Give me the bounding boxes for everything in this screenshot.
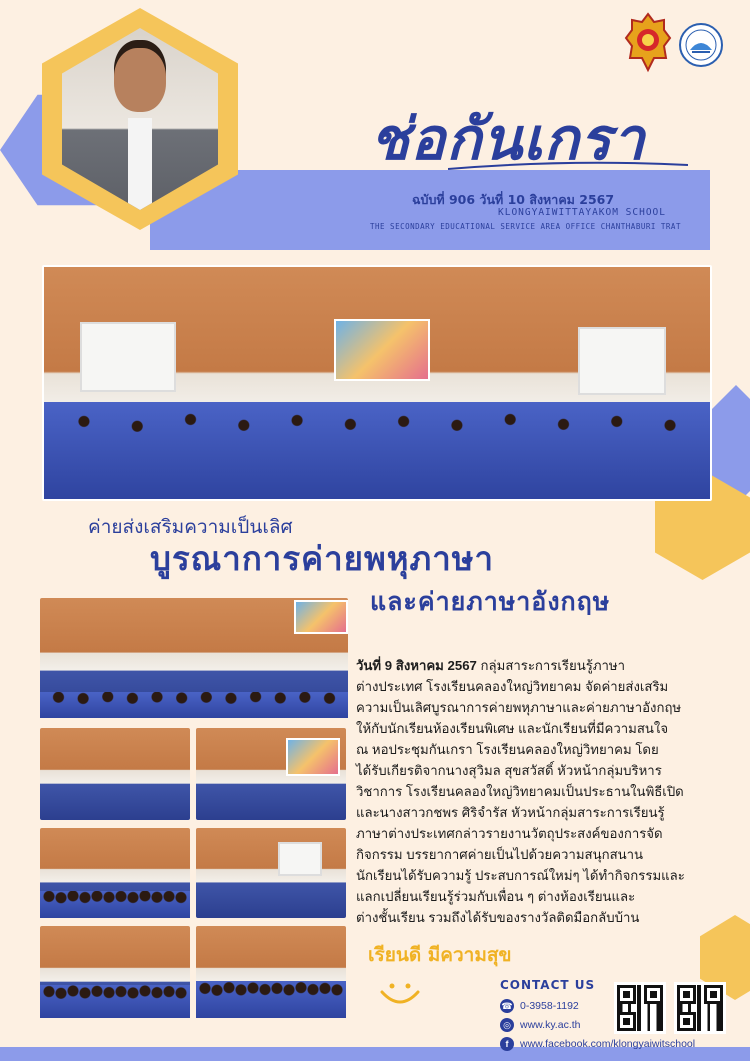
article-line-1: ต่างประเทศ โรงเรียนคลองใหญ่วิทยาคม จัดค่ายส่งเสริม [356, 679, 669, 694]
qr2-finder-2 [704, 985, 723, 1004]
article-line-10: นักเรียนได้รับความรู้ ประสบการณ์ใหม่ๆ ได้ทำกิจกรรมและ [356, 868, 685, 883]
portrait-head [114, 48, 166, 112]
office-name-en: THE SECONDARY EDUCATIONAL SERVICE AREA OFFICE CHANTHABURI TRAT [370, 222, 681, 231]
article-line-11: แลกเปลี่ยนเรียนรู้ร่วมกับเพื่อน ๆ ต่างห้องเรียนและ [356, 889, 636, 904]
article-line-7: และนางสาวกชพร ศิริจำรัส หัวหน้ากลุ่มสาระการเรียนรู้ [356, 805, 665, 820]
projector-screen-left [80, 322, 176, 392]
main-group-photo [42, 265, 712, 501]
contact-phone[interactable] [500, 999, 579, 1013]
students-crowd [44, 402, 710, 499]
article-kicker: ค่ายส่งเสริมความเป็นเลิศ [88, 516, 293, 538]
title-swoosh [448, 156, 688, 166]
collage-banner-3 [286, 738, 340, 776]
article-line-9: กิจกรรม บรรยากาศค่ายเป็นไปด้วยความสนุกสนาน [356, 847, 644, 862]
portrait-shirt [128, 118, 152, 210]
qr-finder-3 [617, 1012, 636, 1031]
contact-web[interactable] [500, 1018, 581, 1032]
projector-screen-right [578, 327, 666, 395]
qr-finder-1 [617, 985, 636, 1004]
contact-phone-text: 0-3958-1192 [520, 1000, 579, 1012]
contact-web-text: www.ky.ac.th [520, 1019, 581, 1031]
article-line-5: ได้รับเกียรติจากนางสุวิมล สุขสวัสดิ์ หัวหน้ากลุ่มบริหาร [356, 763, 662, 778]
contact-facebook-text: www.facebook.com/klongyaiwitschool [520, 1038, 696, 1050]
article-line-4: ณ หอประชุมกันเกรา โรงเรียนคลองใหญ่วิทยาคม โดย [356, 742, 659, 757]
article-line-12: ต่างชั้นเรียน รวมถึงได้รับของรางวัลติดมือกลับบ้าน [356, 910, 640, 925]
collage-banner-1 [294, 600, 348, 634]
issue-line: ฉบับที่ 906 วันที่ 10 สิงหาคม 2567 [412, 192, 615, 207]
collage-photo-6 [40, 926, 190, 1018]
qr-code-icon[interactable] [614, 982, 666, 1034]
article-line-8: ภาษาต่างประเทศกล่าวรายงานวัตถุประสงค์ของการจัด [356, 826, 663, 841]
facebook-icon: f [500, 1037, 514, 1051]
contact-facebook[interactable] [500, 1037, 695, 1051]
qr-finder-2 [644, 985, 663, 1004]
article-line-6: วิชาการ โรงเรียนคลองใหญ่วิทยาคมเป็นประธานในพิธีเปิด [356, 784, 684, 799]
collage-photo-2 [40, 728, 190, 820]
qr2-finder-3 [677, 1012, 696, 1031]
phone-icon: ☎ [500, 999, 514, 1013]
collage-crowd-7 [196, 981, 346, 1018]
collage-photo-3 [196, 728, 346, 820]
globe-icon: ◎ [500, 1018, 514, 1032]
collage-crowd-4 [40, 891, 190, 918]
collage-screen-5 [278, 842, 322, 876]
school-seal-icon [624, 12, 672, 74]
collage-photo-4 [40, 828, 190, 918]
office-logo-icon [678, 22, 724, 68]
newsletter-title: ช่อกันเกรา [370, 105, 646, 173]
article-line-0-text: กลุ่มสาระการเรียนรู้ภาษา [476, 658, 626, 673]
smile-icon [378, 980, 422, 1008]
contact-title: CONTACT US [500, 978, 596, 992]
collage-photo-5 [196, 828, 346, 918]
collage-crowd-1 [40, 692, 348, 718]
article-headline-2: และค่ายภาษาอังกฤษ [370, 587, 611, 616]
collage-crowd-6 [40, 985, 190, 1018]
school-name-en: KLONGYAIWITTAYAKOM SCHOOL [498, 207, 666, 218]
qr-code-icon-2[interactable] [674, 982, 726, 1034]
article-headline-1: บูรณาการค่ายพหุภาษา [150, 539, 495, 578]
article-body [356, 655, 706, 928]
article-line-3: ให้กับนักเรียนห้องเรียนพิเศษ และนักเรียนที่มีความสนใจ [356, 721, 669, 736]
article-line-0 [356, 655, 706, 676]
article-line-2: ความเป็นเลิศบูรณาการค่ายพหุภาษาและค่ายภาษาอังกฤษ [356, 700, 682, 715]
event-banner [334, 319, 430, 381]
school-motto: เรียนดี มีความสุข [368, 944, 512, 966]
collage-photo-7 [196, 926, 346, 1018]
collage-photo-1 [40, 598, 348, 718]
article-lead: วันที่ 9 สิงหาคม 2567 [356, 658, 477, 673]
qr2-finder-1 [677, 985, 696, 1004]
